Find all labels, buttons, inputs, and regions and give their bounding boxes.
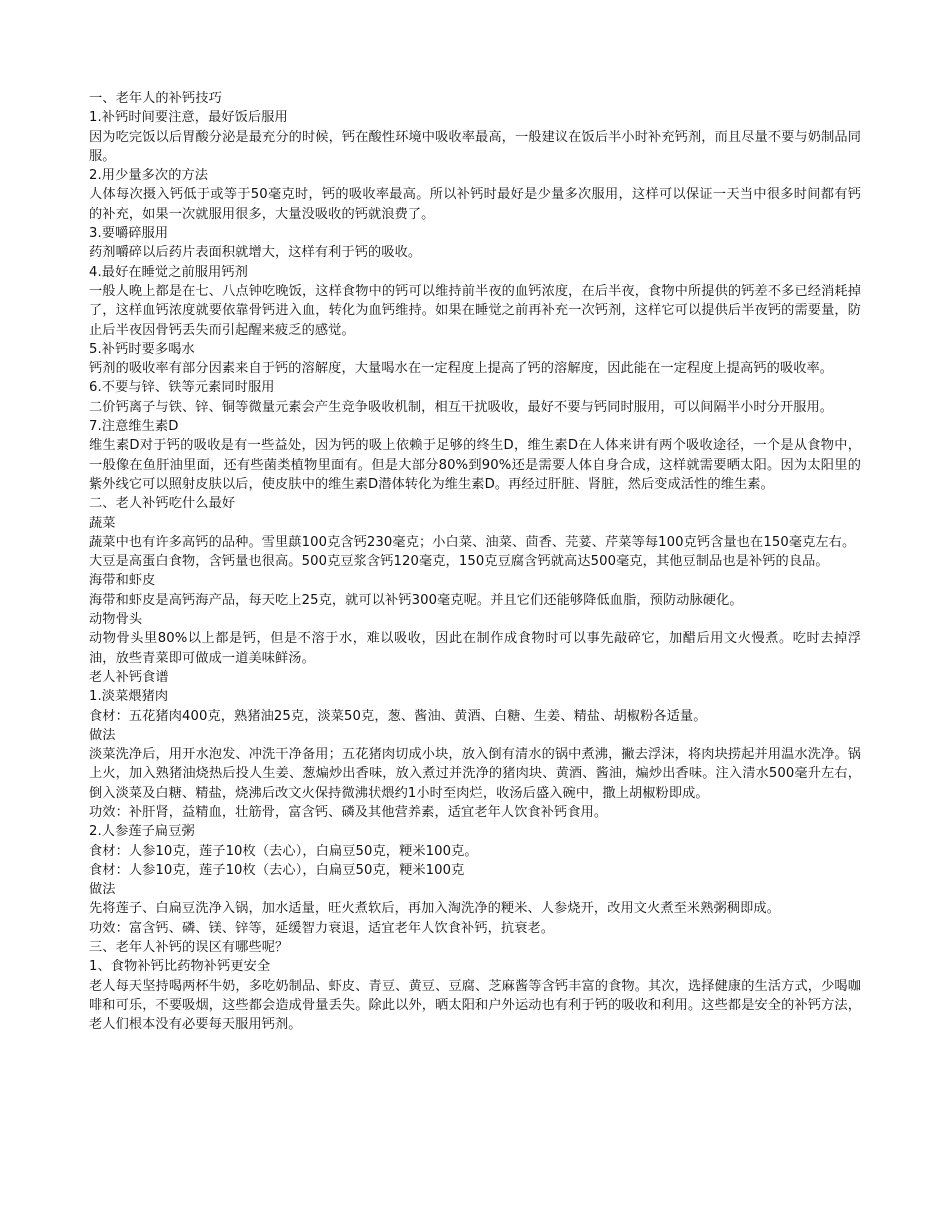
paragraph: 海带和虾皮是高钙海产品，每天吃上25克，就可以补钙300毫克呢。并且它们还能够降低血脂，预防动脉硬化。 [89, 592, 743, 608]
tip-heading: 7.注意维生素D [89, 419, 179, 435]
paragraph: 老人每天坚持喝两杯牛奶，多吃奶制品、虾皮、青豆、黄豆、豆腐、芝麻酱等含钙丰富的食物。其次，选择健康的生活方式，少喝咖啡和可乐，不要吸烟，这些都会造成骨量丢失。除此以外，晒太阳和户外运动也有利于钙的吸收和利用。这些都是安全的补钙方法，老人们根本没有必要每天服用钙剂。 [89, 978, 861, 1033]
food-heading: 蔬菜 [89, 515, 116, 531]
recipe-effect: 功效：富含钙、磷、镁、锌等，延缓智力衰退，适宜老年人饮食补钙，抗衰老。 [89, 920, 555, 936]
recipe-title: 2.人参莲子扁豆粥 [89, 824, 195, 840]
paragraph: 蔬菜中也有许多高钙的品种。雪里蕻100克含钙230毫克；小白菜、油菜、茴香、芫荽、芹菜等每100克钙含量也在150毫克左右。 [89, 534, 856, 550]
myth-heading: 1、食物补钙比药物补钙更安全 [89, 959, 271, 975]
recipe-method: 淡菜洗净后，用开水泡发、冲洗干净备用；五花猪肉切成小块，放入倒有清水的锅中煮沸，撇去浮沫，将肉块捞起并用温水洗净。锅上火，加入熟猪油烧热后投人生姜、葱煸炒出香味，放入煮过并洗净的猪肉块、黄酒、酱油，煸炒出香味。注入清水500毫升左右，倒入淡菜及白糖、精盐，烧沸后改文火保持微沸状煨约1小时至肉烂，收汤后盛入碗中，撒上胡椒粉即成。 [89, 747, 861, 801]
recipe-ingredients: 食材：人参10克，莲子10枚（去心），白扁豆50克，粳米100克。 [89, 843, 478, 859]
paragraph: 人体每次摄入钙低于或等于50毫克时，钙的吸收率最高。所以补钙时最好是少量多次服用，这样可以保证一天当中很多时间都有钙的补充，如果一次就服用很多，大量没吸收的钙就浪费了。 [89, 187, 861, 222]
paragraph: 动物骨头里80%以上都是钙，但是不溶于水，难以吸收，因此在制作成食物时可以事先敲碎它，加醋后用文火慢煮。吃时去掉浮油，放些青菜即可做成一道美味鲜汤。 [89, 631, 861, 666]
section-heading: 一、老年人的补钙技巧 [89, 91, 222, 106]
recipe-effect: 功效：补肝肾，益精血，壮筋骨，富含钙、磷及其他营养素，适宜老年人饮食补钙食用。 [89, 804, 608, 820]
tip-heading: 6.不要与锌、铁等元素同时服用 [89, 380, 275, 396]
recipe-ingredients: 食材：人参10克，莲子10枚（去心），白扁豆50克，粳米100克 [89, 862, 465, 878]
section-heading: 三、老年人补钙的误区有哪些呢？ [89, 940, 289, 956]
section-heading: 二、老人补钙吃什么最好 [89, 496, 236, 512]
tip-heading: 1.补钙时间要注意，最好饭后服用 [89, 110, 288, 126]
recipe-method-label: 做法 [89, 727, 116, 743]
recipe-method: 先将莲子、白扁豆洗净入锅，加水适量，旺火煮软后，再加入淘洗净的粳米、人参烧开，改用文火煮至米熟粥稠即成。 [89, 901, 780, 917]
document-body [89, 89, 861, 1035]
paragraph: 维生素D对于钙的吸收是有一些益处，因为钙的吸上依赖于足够的终生D，维生素D在人体来讲有两个吸收途径，一个是从食物中，一般像在鱼肝油里面，还有些菌类植物里面有。但是大部分80%到90%还是需要人体自身合成，这样就需要晒太阳。因为太阳里的紫外线它可以照射皮肤以后，使皮肤中的维生素D潜体转化为维生素D。再经过肝脏、肾脏，然后变成活性的维生素。 [89, 438, 861, 492]
tip-heading: 4.最好在睡觉之前服用钙剂 [89, 264, 248, 280]
tip-heading: 3.要嚼碎服用 [89, 226, 169, 242]
paragraph: 因为吃完饭以后胃酸分泌是最充分的时候，钙在酸性环境中吸收率最高，一般建议在饭后半小时补充钙剂，而且尽量不要与奶制品同服。 [89, 129, 861, 164]
paragraph: 药剂嚼碎以后药片表面积就增大，这样有利于钙的吸收。 [89, 245, 422, 261]
paragraph: 大豆是高蛋白食物，含钙量也很高。500克豆浆含钙120毫克，150克豆腐含钙就高达500毫克，其他豆制品也是补钙的良品。 [89, 554, 829, 570]
tip-heading: 5.补钙时要多喝水 [89, 341, 195, 357]
paragraph: 钙剂的吸收率有部分因素来自于钙的溶解度，大量喝水在一定程度上提高了钙的溶解度，因此能在一定程度上提高钙的吸收率。 [89, 361, 834, 377]
food-heading: 海带和虾皮 [89, 573, 156, 589]
paragraph: 一般人晚上都是在七、八点钟吃晚饭，这样食物中的钙可以维持前半夜的血钙浓度，在后半夜，食物中所提供的钙差不多已经消耗掉了，这样血钙浓度就要依靠骨钙进入血，转化为血钙维持。如果在睡觉之前再补充一次钙剂，这样它可以提供后半夜钙的需要量，防止后半夜因骨钙丢失而引起醒来疲乏的感觉。 [89, 283, 861, 338]
recipe-title: 1.淡菜煨猪肉 [89, 689, 169, 705]
food-heading: 动物骨头 [89, 612, 143, 628]
recipe-ingredients: 食材：五花猪肉400克，熟猪油25克，淡菜50克，葱、酱油、黄酒、白糖、生姜、精盐、胡椒粉各适量。 [89, 708, 707, 724]
tip-heading: 2.用少量多次的方法 [89, 168, 209, 184]
recipes-heading: 老人补钙食谱 [89, 669, 169, 685]
recipe-method-label: 做法 [89, 882, 116, 898]
paragraph: 二价钙离子与铁、锌、铜等微量元素会产生竞争吸收机制，相互干扰吸收，最好不要与钙同时服用，可以间隔半小时分开服用。 [89, 399, 834, 415]
